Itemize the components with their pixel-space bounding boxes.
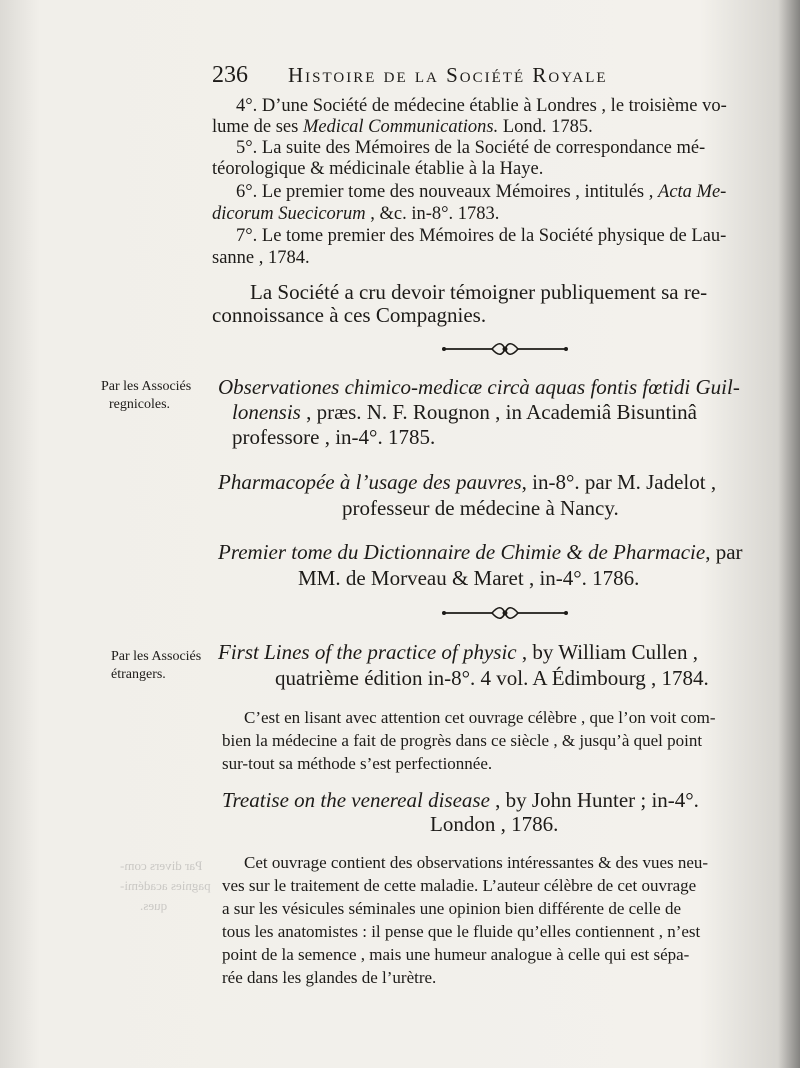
margin-note-regnicoles-line-1: Par les Associés xyxy=(101,379,192,394)
cullen-note-line-2: bien la médecine a fait de progrès dans ce siècle , & jusqu’à quel point xyxy=(222,731,703,750)
cullen-note-line-1: C’est en lisant avec attention cet ouvrage célèbre , que l’on voit com- xyxy=(244,708,716,727)
list-item-4-line-2: lume de ses Medical Communications. Lond. 1785. xyxy=(212,117,593,137)
hunter-note-line-4: tous les anatomistes : il pense que le fluide qu’elles contiennent , n’est xyxy=(222,922,701,941)
entry-dictionnaire-line-2: MM. de Morveau & Maret , in-4°. 1786. xyxy=(298,566,640,590)
bleed-through-text: ques. xyxy=(140,898,168,913)
running-title: Histoire de la Société Royale xyxy=(288,63,608,87)
bleed-through-text: Par divers com- xyxy=(120,858,203,873)
ornament-divider xyxy=(440,340,570,358)
hunter-note-line-5: point de la semence , mais une humeur analogue à celle qui est sépa- xyxy=(222,945,690,964)
entry-pharmacopee-line-1: Pharmacopée à l’usage des pauvres, in-8°. par M. Jadelot , xyxy=(218,470,717,494)
list-item-6-line-1: 6°. Le premier tome des nouveaux Mémoires , intitulés , Acta Me- xyxy=(236,182,727,202)
entry-treatise-line-2: London , 1786. xyxy=(430,812,559,836)
hunter-note-line-6: rée dans les glandes de l’urètre. xyxy=(222,968,437,987)
entry-first-lines-line-2: quatrième édition in-8°. 4 vol. A Édimbourg , 1784. xyxy=(275,666,709,690)
list-item-5-line-2: téorologique & médicinale établie à la Haye. xyxy=(212,159,544,179)
page-number: 236 xyxy=(212,62,248,88)
entry-observationes-line-3: professore , in-4°. 1785. xyxy=(232,425,436,449)
margin-note-etrangers-line-1: Par les Associés xyxy=(111,649,202,664)
entry-dictionnaire-line-1: Premier tome du Dictionnaire de Chimie & de Pharmacie, par xyxy=(218,540,743,564)
entry-observationes-line-1: Observationes chimico-medicæ circà aquas fontis fœtidi Guil- xyxy=(218,375,740,399)
acknowledgement-line-1: La Société a cru devoir témoigner publiquement sa re- xyxy=(250,280,708,304)
margin-note-etrangers-line-2: étrangers. xyxy=(111,667,166,682)
list-item-4-line-1: 4°. D’une Société de médecine établie à Londres , le troisième vo- xyxy=(236,96,727,116)
cullen-note-line-3: sur-tout sa méthode s’est perfectionnée. xyxy=(222,754,493,773)
entry-observationes-line-2: lonensis , præs. N. F. Rougnon , in Academiâ Bisuntinâ xyxy=(232,400,697,424)
bleed-through-text: pagnies académi- xyxy=(120,878,211,893)
entry-pharmacopee-line-2: professeur de médecine à Nancy. xyxy=(342,496,619,520)
hunter-note-line-3: a sur les vésicules séminales une opinion bien différente de celle de xyxy=(222,899,681,918)
list-item-7-line-2: sanne , 1784. xyxy=(212,248,310,268)
list-item-5-line-1: 5°. La suite des Mémoires de la Société de correspondance mé- xyxy=(236,138,706,158)
ornament-divider xyxy=(440,604,570,622)
page-edge-shadow xyxy=(778,0,800,1068)
entry-treatise-line-1: Treatise on the venereal disease , by John Hunter ; in-4°. xyxy=(222,788,699,812)
margin-note-regnicoles-line-2: regnicoles. xyxy=(109,397,171,412)
hunter-note-line-1: Cet ouvrage contient des observations intéressantes & des vues neu- xyxy=(244,853,709,872)
entry-first-lines-line-1: First Lines of the practice of physic , by William Cullen , xyxy=(218,640,698,664)
list-item-7-line-1: 7°. Le tome premier des Mémoires de la Société physique de Lau- xyxy=(236,226,727,246)
acknowledgement-line-2: connoissance à ces Compagnies. xyxy=(212,303,487,327)
list-item-6-line-2: dicorum Suecicorum , &c. in-8°. 1783. xyxy=(212,204,500,224)
hunter-note-line-2: ves sur le traitement de cette maladie. L’auteur célèbre de cet ouvrage xyxy=(222,876,697,895)
